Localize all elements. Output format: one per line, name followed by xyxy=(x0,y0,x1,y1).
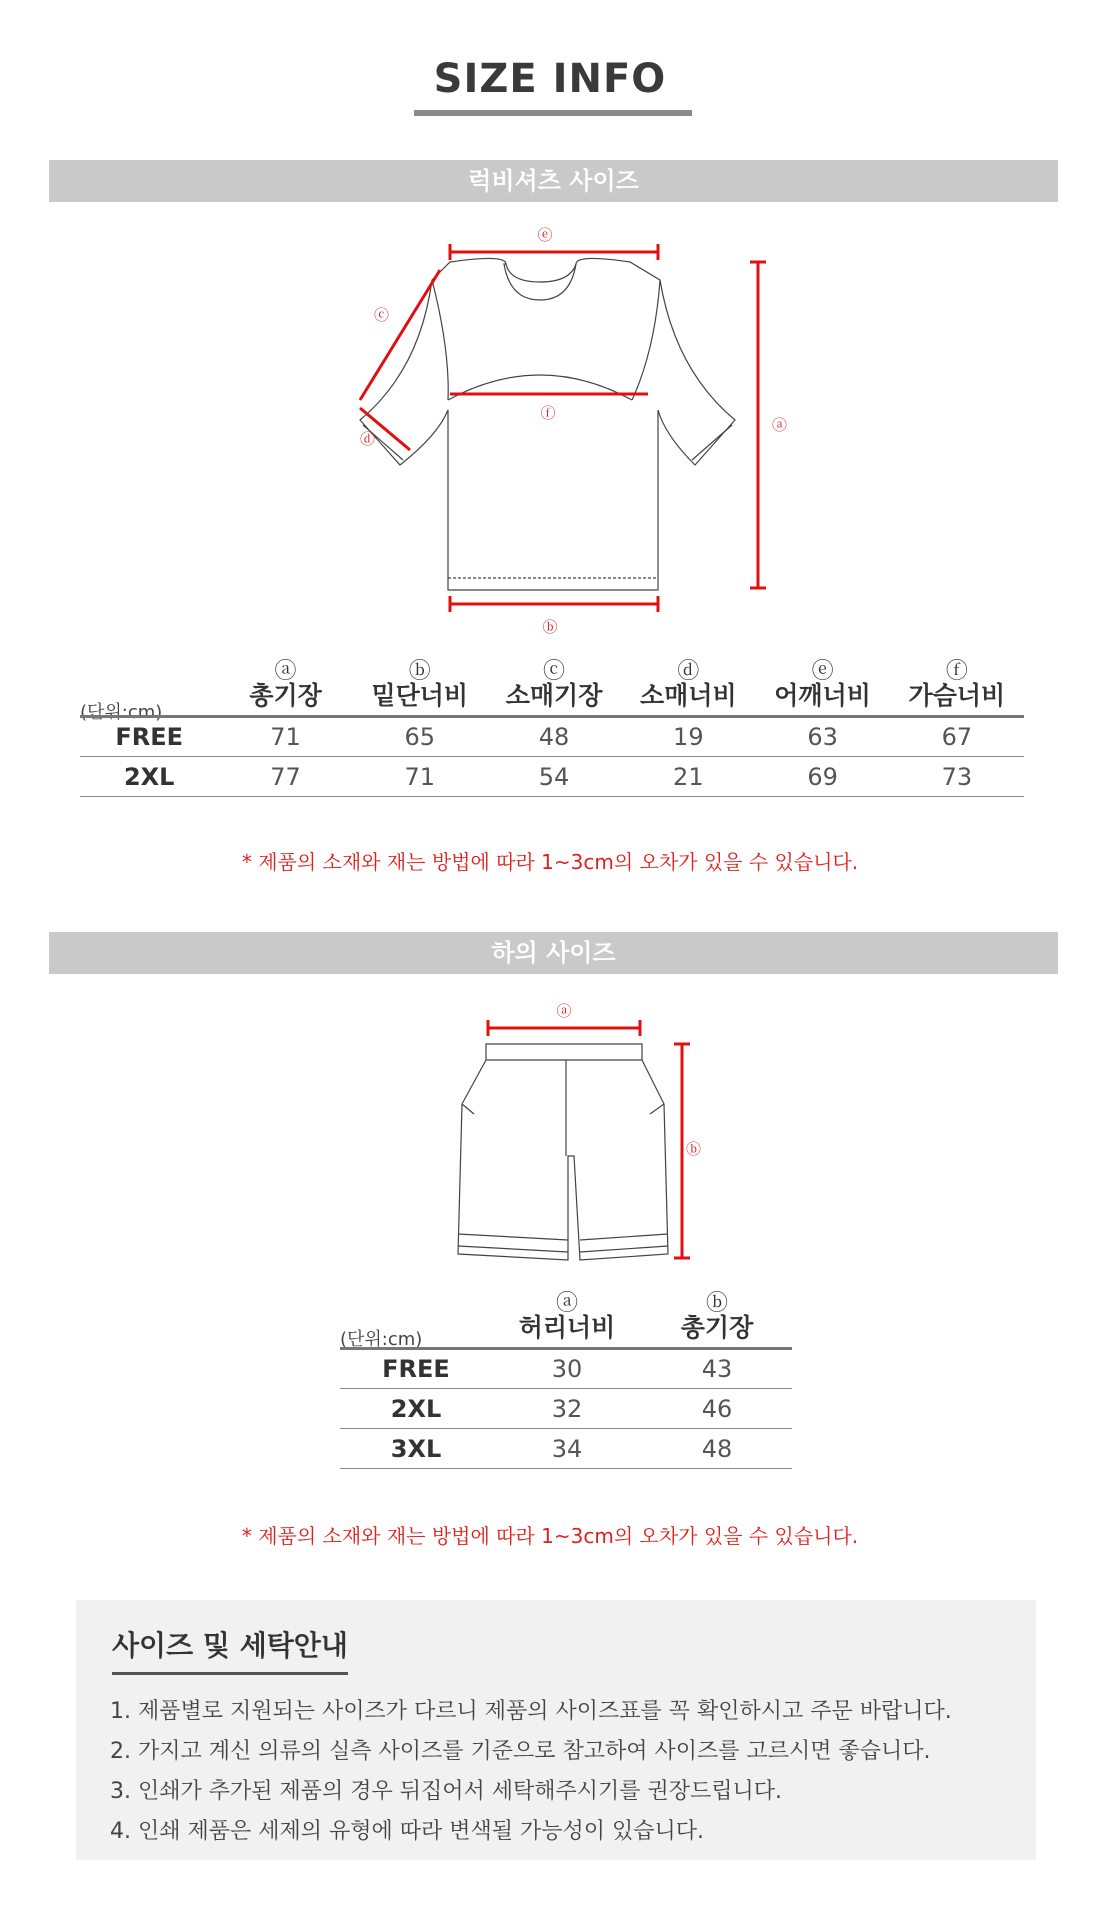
col-header: ⓑ 총기장 xyxy=(642,1292,792,1349)
dim-label-f: ⓕ xyxy=(540,404,556,422)
shirt-diagram xyxy=(330,220,790,640)
shirt-size-table xyxy=(80,660,1024,797)
dim-label-a: ⓐ xyxy=(556,1002,572,1020)
col-header: ⓒ 소매기장 xyxy=(487,660,621,717)
table-row: FREE 71 65 48 19 63 67 xyxy=(80,717,1024,757)
table-row: 3XL 34 48 xyxy=(340,1429,792,1469)
dim-label-b: ⓑ xyxy=(542,618,558,636)
list-item: 1. 제품별로 지원되는 사이즈가 다르니 제품의 사이즈표를 꼭 확인하시고 주문 바랍니다. xyxy=(110,1699,952,1724)
list-item: 4. 인쇄 제품은 세제의 유형에 따라 변색될 가능성이 있습니다. xyxy=(110,1819,704,1844)
col-header: ⓔ 어깨너비 xyxy=(755,660,889,717)
col-header: ⓓ 소매너비 xyxy=(621,660,755,717)
table-row: 2XL 77 71 54 21 69 73 xyxy=(80,757,1024,797)
unit-label: (단위:cm) xyxy=(340,1329,423,1350)
col-header: ⓐ 총기장 xyxy=(218,660,352,717)
pants-diagram xyxy=(450,996,710,1276)
tolerance-note: * 제품의 소재와 재는 방법에 따라 1~3cm의 오차가 있을 수 있습니다. xyxy=(241,1524,859,1548)
tolerance-note: * 제품의 소재와 재는 방법에 따라 1~3cm의 오차가 있을 수 있습니다. xyxy=(241,850,859,874)
list-item: 2. 가지고 계신 의류의 실측 사이즈를 기준으로 참고하여 사이즈를 고르시면 좋습니다. xyxy=(110,1739,931,1764)
dim-label-d: ⓓ xyxy=(360,430,376,448)
pants-size-table xyxy=(340,1292,792,1469)
size-wash-guide xyxy=(76,1600,1036,1860)
list-item: 3. 인쇄가 추가된 제품의 경우 뒤집어서 세탁해주시기를 권장드립니다. xyxy=(110,1779,782,1804)
dim-label-e: ⓔ xyxy=(537,226,553,244)
guide-list xyxy=(110,1692,952,1852)
dim-label-a: ⓐ xyxy=(772,416,788,434)
col-header: ⓐ 허리너비 xyxy=(492,1292,642,1349)
col-header: ⓕ 가슴너비 xyxy=(890,660,1024,717)
title-underline xyxy=(414,110,692,116)
dim-label-c: ⓒ xyxy=(374,306,390,324)
dim-label-b: ⓑ xyxy=(686,1140,702,1158)
guide-title: 사이즈 및 세탁안내 xyxy=(112,1624,348,1675)
table-row: 2XL 32 46 xyxy=(340,1389,792,1429)
pants-size-bar: 하의 사이즈 xyxy=(49,932,1058,974)
shirt-size-bar: 럭비셔츠 사이즈 xyxy=(49,160,1058,202)
table-row: FREE 30 43 xyxy=(340,1349,792,1389)
unit-label: (단위:cm) xyxy=(80,702,163,723)
page-title: SIZE INFO xyxy=(433,56,667,102)
col-header: ⓑ 밑단너비 xyxy=(353,660,487,717)
